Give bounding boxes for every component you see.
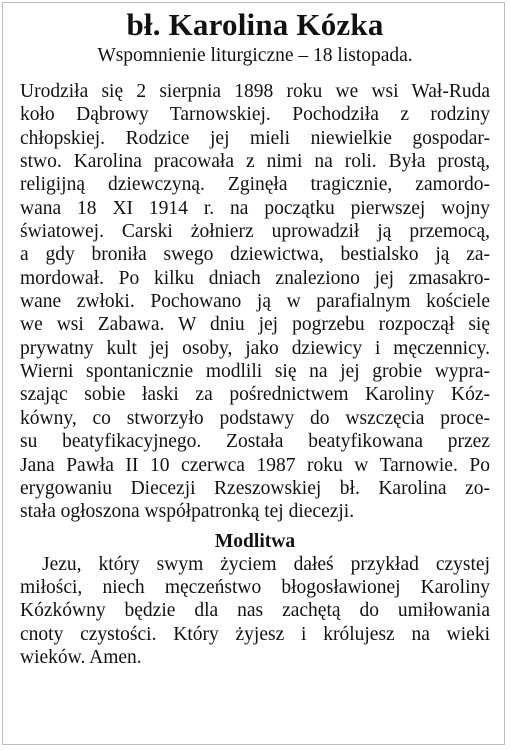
- biography-line: Urodziła się 2 sierpnia 1898 roku we wsi Wał-Ruda: [20, 81, 490, 102]
- biography-text: [20, 80, 490, 524]
- biography-line: szając sobie łaski za pośrednictwem Karoliny Kóz-: [20, 384, 490, 406]
- liturgical-memorial-date: Wspomnienie liturgiczne – 18 listopada.: [97, 45, 413, 66]
- prayer-line: miłości, niech męczeństwo błogosławionej Karoliny: [20, 576, 490, 598]
- prayer-line: wieków. Amen.: [20, 646, 142, 668]
- biography-line: chłopskiej. Rodzice jej mieli niewielkie gospodar-: [20, 127, 490, 149]
- biography-line: wana 18 XI 1914 r. na początku pierwszej wojny: [20, 197, 490, 219]
- document-body: [20, 8, 490, 669]
- biography-line: prywatny kult jej osoby, jako dziewicy i męczennicy.: [20, 337, 490, 359]
- biography-line: wane zwłoki. Pochowano ją w parafialnym kościele: [20, 291, 490, 313]
- biography-line: a gdy broniła swego dziewictwa, bestialsko ją za-: [20, 244, 490, 266]
- prayer-text: [20, 553, 490, 670]
- prayer-heading: Modlitwa: [214, 530, 296, 552]
- biography-line: światowej. Carski żołnierz uprowadził ją przemocą,: [20, 221, 490, 243]
- biography-line: koło Dąbrowy Tarnowskiej. Pochodziła z rodziny: [20, 104, 490, 126]
- biography-line: erygowaniu Diecezji Rzeszowskiej bł. Karolina zo-: [20, 477, 490, 499]
- biography-line: Jana Pawła II 10 czerwca 1987 roku w Tarnowie. Po: [20, 454, 490, 476]
- biography-line: mordował. Po kilku dniach znaleziono jej zmasakro-: [20, 267, 490, 289]
- biography-line: we wsi Zabawa. W dniu jej pogrzebu rozpoczął się: [20, 314, 490, 336]
- biography-line: religijną dziewczyną. Zginęła tragicznie, zamordo-: [20, 174, 490, 196]
- biography-line: kówny, co stworzyło podstawy do wszczęcia proce-: [20, 407, 490, 429]
- biography-line: su beatyfikacyjnego. Została beatyfikowana przez: [20, 431, 490, 453]
- prayer-line: Kózkówny będzie dla nas zachętą do umiłowania: [20, 600, 490, 622]
- biography-line: stwo. Karolina pracowała z nimi na roli. Była prostą,: [20, 151, 490, 173]
- prayer-line: Jezu, który swym życiem dałeś przykład czystej: [42, 553, 490, 575]
- biography-line: Wierni spontanicznie modlili się na jej grobie wypra-: [20, 361, 490, 383]
- prayer-line: cnoty czystości. Który żyjesz i królujesz na wieki: [20, 623, 490, 645]
- document-title: bł. Karolina Kózka: [126, 7, 384, 42]
- biography-line: stała ogłoszona współpatronką tej diecezji.: [20, 501, 355, 523]
